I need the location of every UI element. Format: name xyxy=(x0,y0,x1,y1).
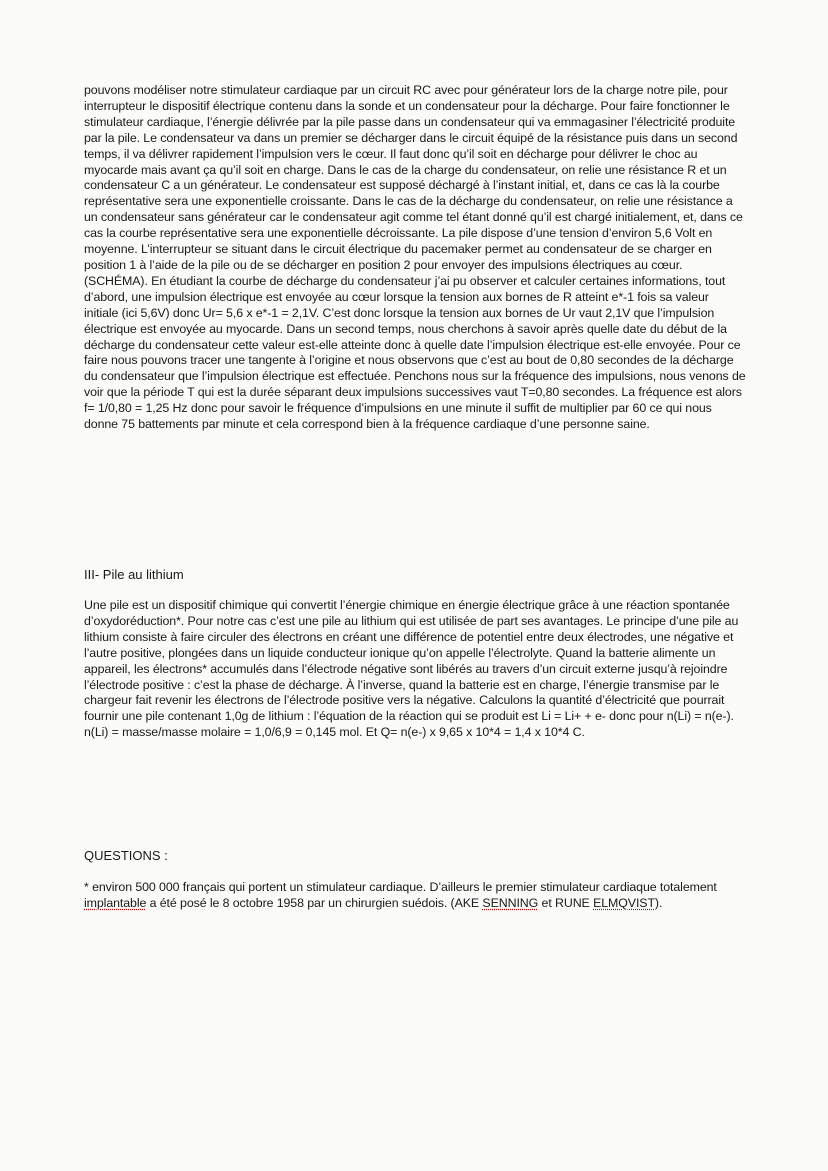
footnote-text-3: et RUNE xyxy=(538,895,594,910)
footnote-text-1: * environ 500 000 français qui portent un stimulateur cardiaque. D’ailleurs le premier stimulateur cardiaque totalement xyxy=(84,880,717,894)
footnote-word-elmqvist: ELMQVIST xyxy=(593,895,655,910)
footnote-text-2: a été posé le 8 octobre 1958 par un chirurgien suédois. (AKE xyxy=(146,895,483,910)
section-heading-lithium: III- Pile au lithium xyxy=(84,567,184,582)
footnote-text-4: ). xyxy=(654,895,663,910)
questions-heading: QUESTIONS : xyxy=(84,848,168,863)
paragraph-pacemaker-circuit: pouvons modéliser notre stimulateur cardiaque par un circuit RC avec pour générateur lors de la charge notre pile, pour interrupteur le dispositif électrique contenu dans la sonde et un condensateur pour la décharge. Pour faire fonctionner le stimulateur cardiaque, l’énergie délivrée par la pile passe dans un condensateur qui va emmagasiner l’électricité produite par la pile. Le condensateur va dans un premier se décharger dans le circuit équipé de la résistance puis dans un second temps, il va délivrer rapidement l’impulsion vers le cœur. Il faut donc qu’il soit en décharge pour délivrer le choc au myocarde mais avant ça qu’il soit en charge. Dans le cas de la charge du condensateur, on relie une résistance R et un condensateur C a un générateur. Le condensateur est supposé déchargé à l’instant initial, et, dans ce cas là la courbe représentative sera une exponentielle croissante. Dans le cas de la décharge du condensateur, on relie une résistance a un condensateur sans générateur car le condensateur agit comme tel étant donné qu’il est chargé initialement, et, dans ce cas la courbe représentative sera une exponentielle décroissante. La pile dispose d’une tension d’environ 5,6 Volt en moyenne. L’interrupteur se situant dans le circuit électrique du pacemaker permet au condensateur de se charger en position 1 à l’aide de la pile ou de se décharger en position 2 pour envoyer des impulsions électriques au cœur. (SCHÉMA). En étudiant la courbe de décharge du condensateur j’ai pu observer et calculer certaines informations, tout d’abord, une impulsion électrique est envoyée au cœur lorsque la tension aux bornes de R atteint e*-1 fois sa valeur initiale (ici 5,6V) donc Ur= 5,6 x e*-1 = 2,1V. C’est donc lorsque la tension aux bornes de Ur vaut 2,1V que l’impulsion électrique est envoyée au myocarde. Dans un second temps, nous cherchons à savoir après quelle date du début de la décharge du condensateur cette valeur est-elle atteinte donc à quelle date l’impulsion électrique est-elle envoyée. Pour ce faire nous pouvons tracer une tangente à l’origine et nous observons que c’est au bout de 0,80 secondes de la décharge du condensateur que l’impulsion électrique est effectuée. Penchons nous sur la fréquence des impulsions, nous venons de voir que la période T qui est la durée séparant deux impulsions successives vaut T=0,80 secondes. La fréquence est alors f= 1/0,80 = 1,25 Hz donc pour savoir le fréquence d’impulsions en une minute il suffit de multiplier par 60 ce qui nous donne 75 battements par minute et cela correspond bien à la fréquence cardiaque d’une personne saine. xyxy=(84,83,746,432)
footnote-paragraph xyxy=(84,880,746,912)
footnote-word-implantable: implantable xyxy=(84,895,147,910)
footnote-word-senning: SENNING xyxy=(482,895,539,910)
paragraph-lithium-battery: Une pile est un dispositif chimique qui convertit l’énergie chimique en énergie électrique grâce à une réaction spontanée d’oxydoréduction*. Pour notre cas c’est une pile au lithium qui est utilisée de part ses avantages. Le principe d’une pile au lithium consiste à faire circuler des électrons en créant une différence de potentiel entre deux électrodes, une négative et l’autre positive, plongées dans un liquide conducteur ionique qu’on appelle l’électrolyte. Quand la batterie alimente un appareil, les électrons* accumulés dans l’électrode négative sont libérés au travers d’un circuit externe jusqu’à rejoindre l’électrode positive : c’est la phase de décharge. À l’inverse, quand la batterie est en charge, l’énergie transmise par le chargeur fait revenir les électrons de l’électrode positive vers la négative. Calculons la quantité d’électricité que pourrait fournir une pile contenant 1,0g de lithium : l’équation de la réaction qui se produit est Li = Li+ + e- donc pour n(Li) = n(e-). n(Li) = masse/masse molaire = 1,0/6,9 = 0,145 mol. Et Q= n(e-) x 9,65 x 10*4 = 1,4 x 10*4 C. xyxy=(84,598,739,740)
